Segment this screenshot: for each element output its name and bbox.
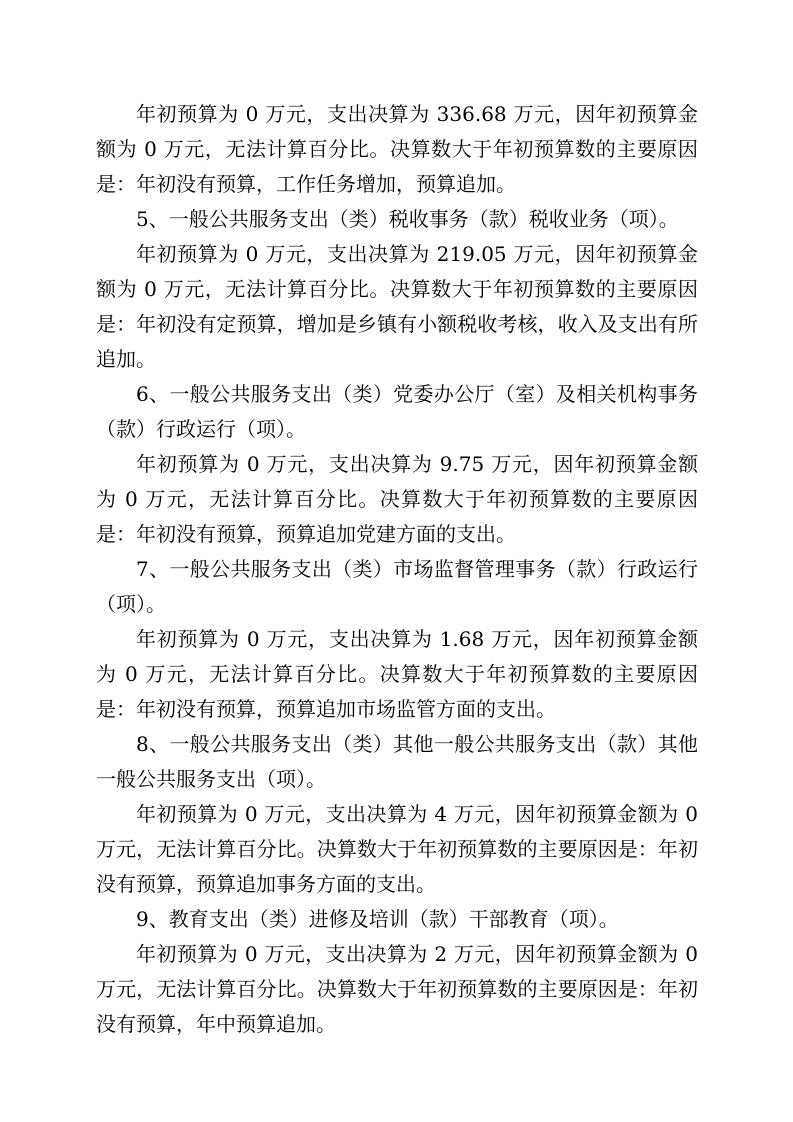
paragraph-item5-explanation: 年初预算为 0 万元，支出决算为 219.05 万元，因年初预算金额为 0 万元，无法计算百分比。决算数大于年初预算数的主要原因是：年初没有定预算，增加是乡镇有小额税收考核，收入及支出有所追加。: [96, 242, 698, 371]
paragraph-item8-heading: 8、一般公共服务支出（类）其他一般公共服务支出（款）其他一般公共服务支出（项）。: [96, 732, 698, 791]
paragraph-item7-heading: 7、一般公共服务支出（类）市场监督管理事务（款）行政运行（项）。: [96, 557, 698, 616]
document-body: [96, 97, 698, 1042]
paragraph-item9-heading: 9、教育支出（类）进修及培训（款）干部教育（项）。: [136, 907, 619, 931]
paragraph-item7-explanation: 年初预算为 0 万元，支出决算为 1.68 万元，因年初预算金额为 0 万元，无法计算百分比。决算数大于年初预算数的主要原因是：年初没有预算，预算追加市场监管方面的支出。: [96, 627, 698, 721]
paragraph-item8-explanation: 年初预算为 0 万元，支出决算为 4 万元，因年初预算金额为 0 万元，无法计算百分比。决算数大于年初预算数的主要原因是：年初没有预算，预算追加事务方面的支出。: [96, 802, 698, 896]
paragraph-item6-explanation: 年初预算为 0 万元，支出决算为 9.75 万元，因年初预算金额为 0 万元，无法计算百分比。决算数大于年初预算数的主要原因是：年初没有预算，预算追加党建方面的支出。: [96, 452, 698, 546]
paragraph-item9-explanation: 年初预算为 0 万元，支出决算为 2 万元，因年初预算金额为 0 万元，无法计算百分比。决算数大于年初预算数的主要原因是：年初没有预算，年中预算追加。: [96, 942, 698, 1036]
paragraph-item6-heading: 6、一般公共服务支出（类）党委办公厅（室）及相关机构事务（款）行政运行（项）。: [96, 382, 698, 441]
paragraph-item4-explanation: 年初预算为 0 万元，支出决算为 336.68 万元，因年初预算金额为 0 万元，无法计算百分比。决算数大于年初预算数的主要原因是：年初没有预算，工作任务增加，预算追加。: [96, 102, 698, 196]
paragraph-item5-heading: 5、一般公共服务支出（类）税收事务（款）税收业务（项）。: [136, 207, 679, 231]
